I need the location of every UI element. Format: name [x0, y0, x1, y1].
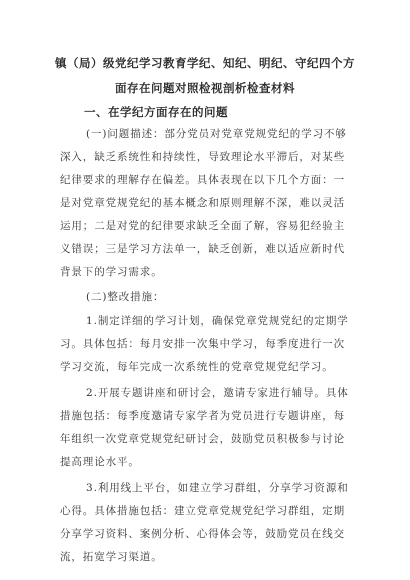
paragraph-line: 流，拓宽学习渠道。 [60, 551, 163, 563]
paragraph-line: 义错误；三是学习方法单一，缺乏创新，难以适应新时代 [60, 243, 345, 255]
paragraph-line: 学习交流，每年完成一次系统性的党章党规党纪学习。 [60, 361, 334, 373]
paragraph-line: 措施包括：每季度邀请专家学者为党员进行专题讲座，每 [60, 410, 345, 422]
paragraph-line: 背景下的学习需求。 [60, 266, 163, 278]
paragraph-line: 2.开展专题讲座和研讨会，邀请专家进行辅导。具体 [86, 387, 349, 399]
paragraph-line: 运用；二是对党的纪律要求缺乏全面了解，容易犯经验主 [60, 220, 345, 232]
paragraph-line: 纪律要求的理解存在偏差。具体表现在以下几个方面：一 [60, 174, 345, 186]
paragraph-line: (一)问题描述：部分党员对党章党规党纪的学习不够 [86, 128, 347, 140]
paragraph-line: 年组织一次党章党规党纪研讨会，鼓励党员积极参与讨论 [60, 433, 345, 445]
paragraph-line: 心得。具体措施包括：建立党章党规党纪学习群组，定期 [60, 505, 345, 517]
paragraph-line: 习。具体包括：每月安排一次集中学习，每季度进行一次 [60, 338, 345, 350]
subsection-label: (二)整改措施： [86, 291, 165, 303]
paragraph-line: 是对党章党规党纪的基本概念和原则理解不深，难以灵活 [60, 197, 345, 209]
document-title-line-1: 镇（局）级党纪学习教育学纪、知纪、明纪、守纪四个方 [55, 56, 355, 70]
paragraph-line: 深入，缺乏系统性和持续性，导致理论水平滞后，对某些 [60, 151, 345, 163]
paragraph-line: 1.制定详细的学习计划，确保党章党规党纪的定期学 [86, 315, 349, 327]
section-heading: 一、在学纪方面存在的问题 [84, 105, 228, 119]
paragraph-line: 分享学习资料、案例分析、心得体会等，鼓励党员在线交 [60, 528, 345, 540]
document-title-line-2: 面存在问题对照检视剖析检查材料 [115, 81, 295, 95]
paragraph-line: 3.利用线上平台，如建立学习群组，分享学习资源和 [86, 482, 349, 494]
paragraph-line: 提高理论水平。 [60, 456, 140, 468]
